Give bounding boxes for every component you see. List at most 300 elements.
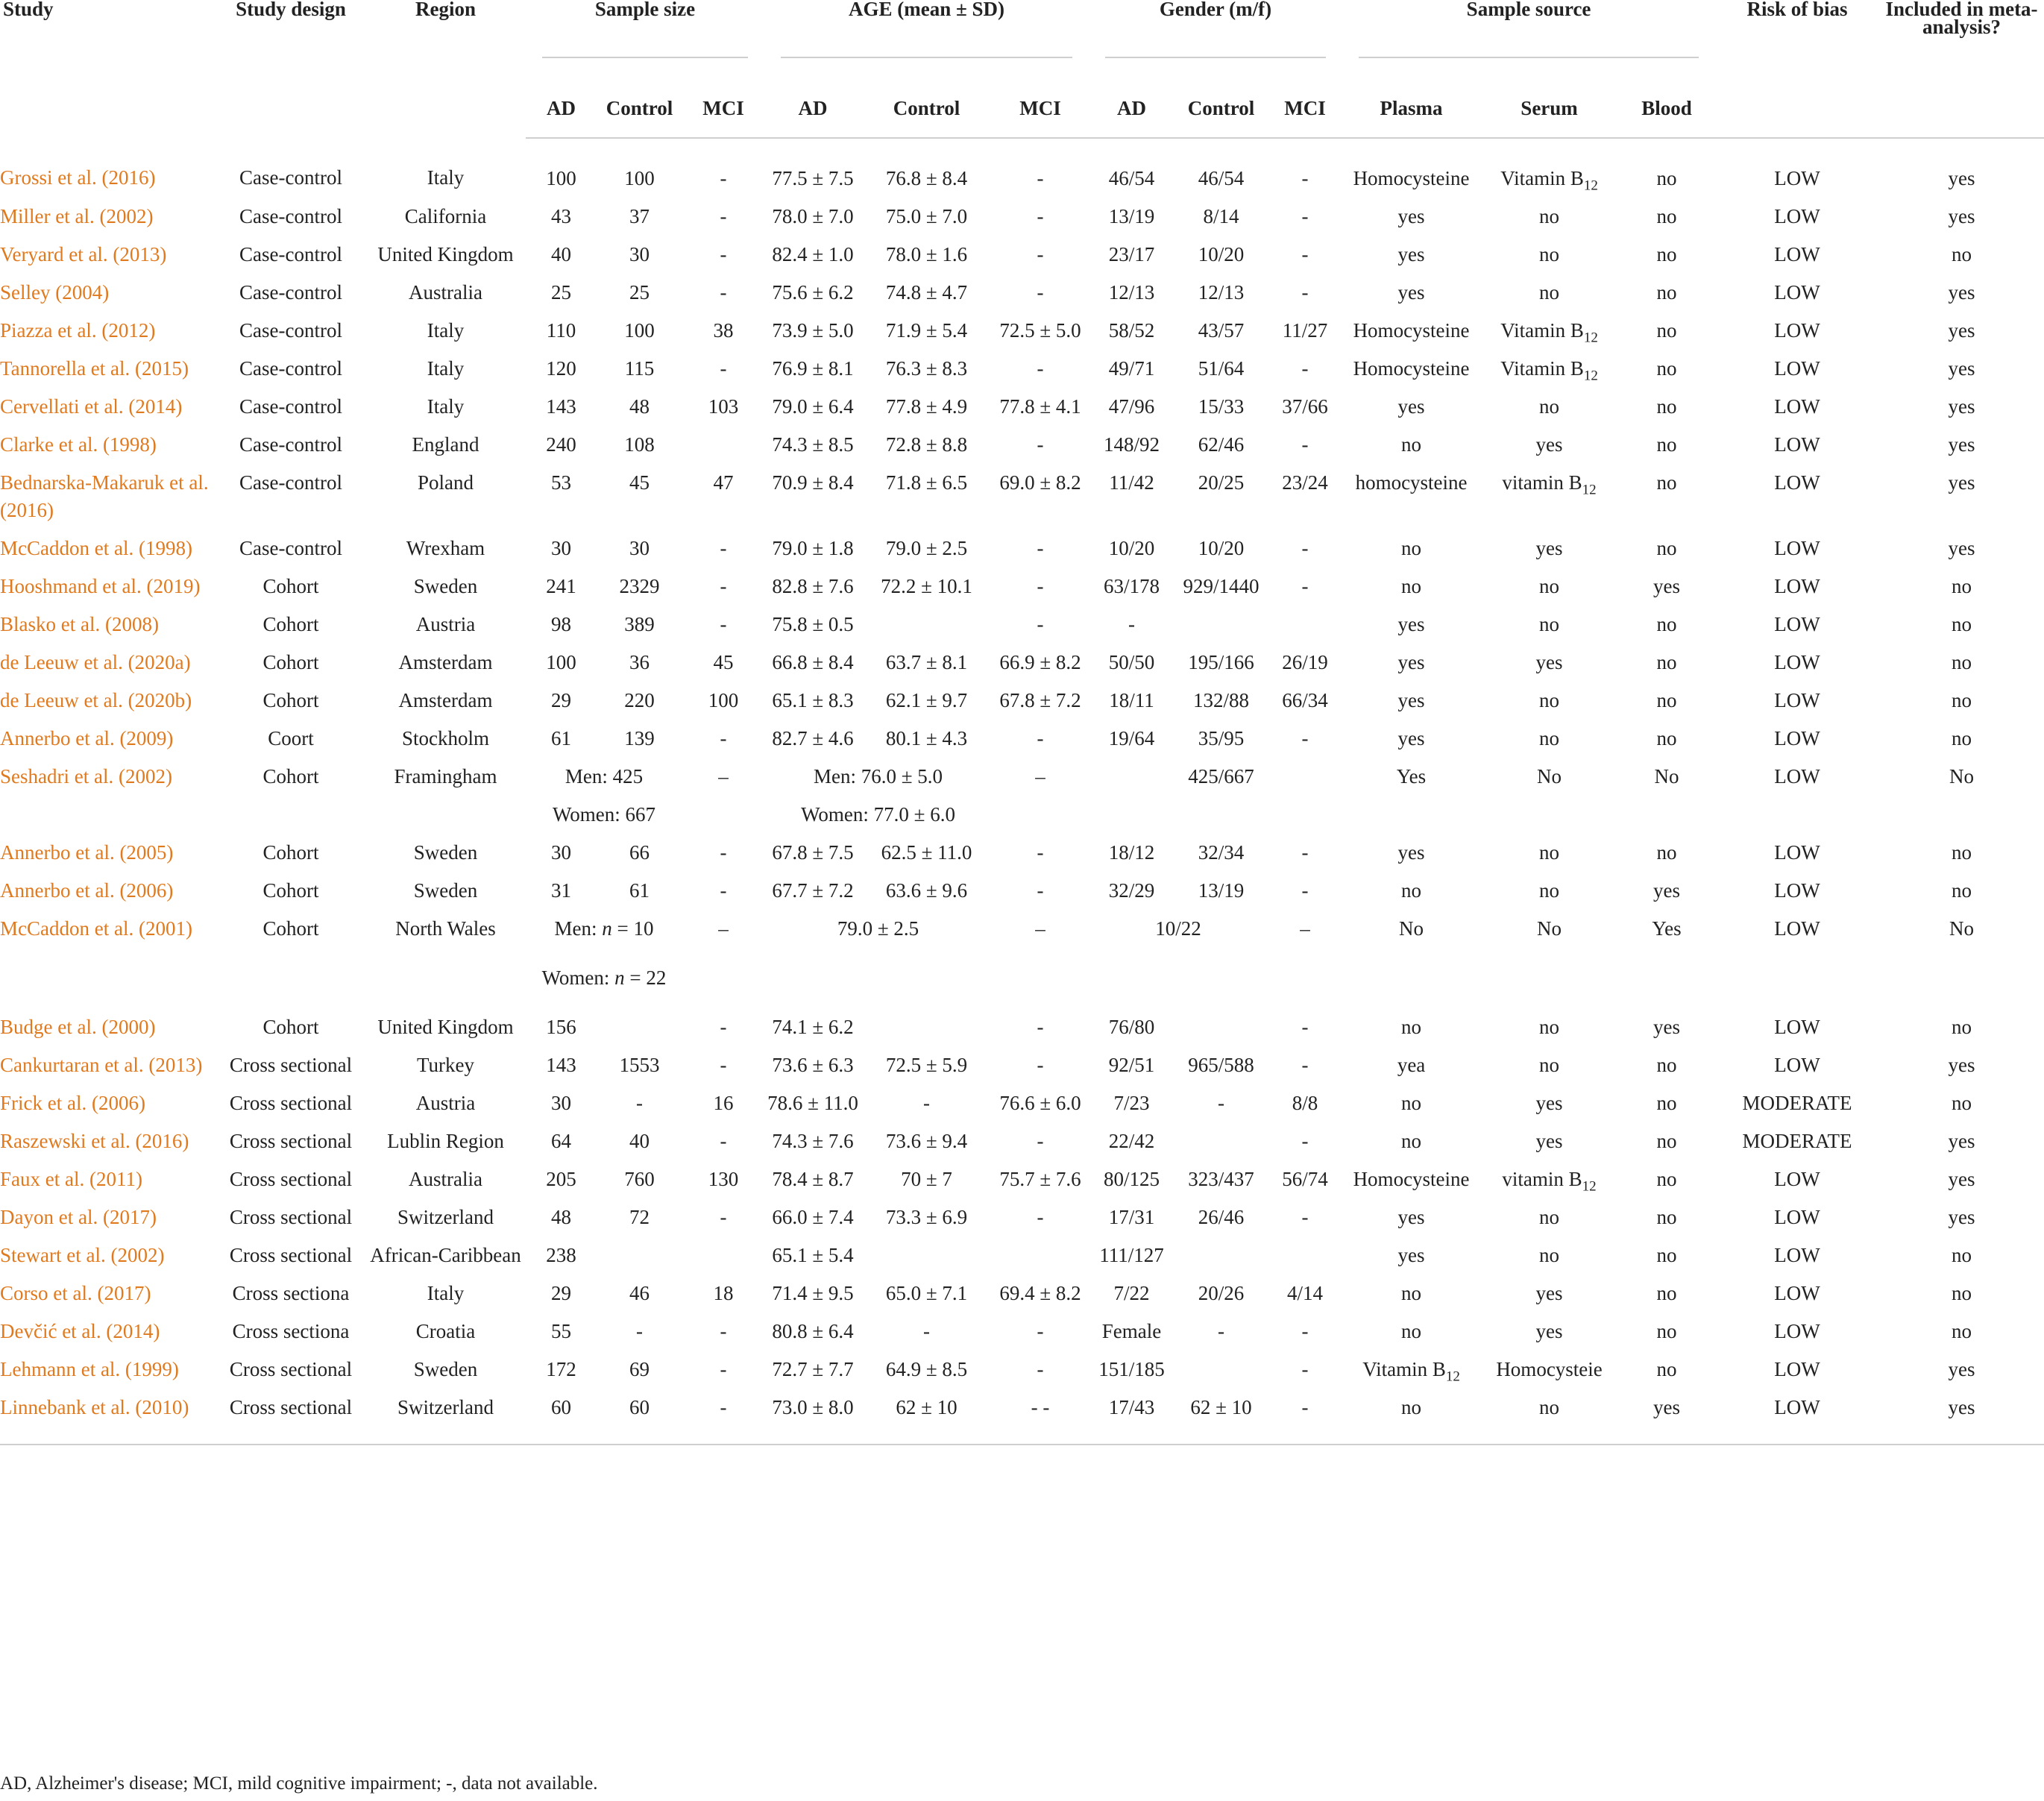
ss-mci-cell: 100 — [708, 689, 739, 711]
ss-women-cell: Women: n = 22 — [541, 966, 667, 989]
gender-mci-cell: – — [1300, 917, 1310, 940]
gender-ad-cell: 50/50 — [1108, 651, 1155, 673]
risk-cell: LOW — [1774, 1016, 1820, 1038]
risk-cell: LOW — [1774, 727, 1820, 749]
age-mci-cell: 77.8 ± 4.1 — [999, 395, 1081, 418]
age-mci-cell: – — [1035, 765, 1045, 788]
age-control-cell: 78.0 ± 1.6 — [885, 243, 968, 265]
ss-ad-cell: 30 — [551, 537, 571, 559]
age-ad-cell: 79.0 ± 6.4 — [772, 395, 854, 418]
plasma-cell: No — [1399, 917, 1424, 940]
ss-control-cell: 100 — [624, 167, 655, 189]
gender-mci-cell: - — [1301, 1130, 1309, 1152]
serum-cell: yes — [1535, 1130, 1563, 1152]
blood-cell: no — [1656, 689, 1677, 711]
table-row — [0, 568, 2044, 606]
age-mci-cell: - — [1037, 879, 1044, 902]
gender-mci-cell: - — [1301, 243, 1309, 265]
table-row — [0, 644, 2044, 682]
risk-cell: LOW — [1774, 1358, 1820, 1380]
age-control-cell: 65.0 ± 7.1 — [885, 1282, 968, 1304]
plasma-cell: no — [1401, 433, 1422, 456]
age-men-cell: Men: 76.0 ± 5.0 — [814, 765, 943, 788]
gender-mci-cell: - — [1301, 1320, 1309, 1342]
ss-ad-cell: 205 — [546, 1168, 576, 1190]
design-cell: Cross sectiona — [232, 1320, 350, 1342]
included-cell: no — [1952, 1282, 1972, 1304]
included-cell: no — [1952, 613, 1972, 635]
ss-ad-cell: 30 — [551, 841, 571, 864]
design-cell: Case-control — [239, 357, 342, 380]
ss-mci-cell — [682, 426, 764, 464]
age-mci-cell: - — [1037, 433, 1044, 456]
subheader-gender-ad: AD — [1089, 71, 1174, 138]
age-control-cell: 79.0 ± 2.5 — [885, 537, 968, 559]
study-cell: Bednarska-Makaruk et al. (2016) — [0, 471, 209, 521]
age-mci-cell: - — [1037, 537, 1044, 559]
region-cell: Australia — [409, 1168, 482, 1190]
blood-cell: no — [1656, 205, 1677, 227]
gender-mci-cell: - — [1301, 167, 1309, 189]
age-control-cell: - — [923, 1320, 931, 1342]
header-age: AGE (mean ± SD) — [764, 0, 1089, 71]
age-control-cell — [861, 606, 992, 644]
blood-cell: No — [1654, 765, 1679, 788]
blood-cell: no — [1656, 537, 1677, 559]
ss-ad-cell: 43 — [551, 205, 571, 227]
plasma-cell: no — [1401, 1016, 1422, 1038]
blood-cell: no — [1656, 167, 1677, 189]
plasma-cell: no — [1401, 575, 1422, 597]
region-cell: Australia — [409, 281, 482, 304]
plasma-cell: no — [1401, 879, 1422, 902]
plasma-cell: no — [1401, 1130, 1422, 1152]
plasma-cell: yes — [1397, 1206, 1425, 1228]
ss-mci-cell: - — [720, 879, 727, 902]
gender-ad-cell: 111/127 — [1099, 1244, 1164, 1266]
included-cell: yes — [1948, 319, 1975, 342]
risk-cell: LOW — [1774, 537, 1820, 559]
ss-ad-cell: 60 — [526, 1389, 597, 1445]
serum-cell: no — [1539, 689, 1560, 711]
included-cell: yes — [1948, 395, 1975, 418]
included-cell: yes — [1948, 1130, 1975, 1152]
gender-control-cell: - — [1218, 1092, 1225, 1114]
gender-mci-cell — [1268, 1236, 1342, 1274]
age-ad-cell: 78.0 ± 7.0 — [772, 205, 854, 227]
ss-ad-cell: 156 — [546, 1016, 576, 1038]
ss-control-cell: - — [636, 1320, 643, 1342]
age-mci-cell: - — [1037, 205, 1044, 227]
included-cell: yes — [1948, 357, 1975, 380]
age-ad-cell: 75.8 ± 0.5 — [772, 613, 854, 635]
plasma-cell: Homocysteine — [1353, 167, 1470, 189]
gender-control-cell: - — [1218, 1320, 1225, 1342]
study-cell: Grossi et al. (2016) — [0, 166, 156, 189]
header-study: Study — [3, 0, 54, 20]
ss-mci-cell: 18 — [713, 1282, 734, 1304]
risk-cell: LOW — [1774, 1244, 1820, 1266]
gender-mci-cell: 37/66 — [1282, 395, 1328, 418]
study-cell: Linnebank et al. (2010) — [0, 1389, 216, 1445]
age-control-cell: 62.5 ± 11.0 — [881, 841, 972, 864]
gender-ad-cell: 32/29 — [1108, 879, 1155, 902]
gender-control-cell — [1174, 1008, 1268, 1046]
age-ad-cell: 72.7 ± 7.7 — [772, 1358, 854, 1380]
ss-ad-cell: 100 — [546, 651, 576, 673]
region-cell: Italy — [427, 395, 465, 418]
plasma-cell: yes — [1397, 395, 1425, 418]
study-cell: Frick et al. (2006) — [0, 1092, 145, 1114]
gender-control-cell: 26/46 — [1198, 1206, 1245, 1228]
table-row — [0, 682, 2044, 720]
subheader-blood: Blood — [1618, 71, 1715, 138]
header-design: Study design — [236, 0, 346, 20]
table-row — [0, 910, 2044, 948]
ss-mci-cell: - — [720, 1320, 727, 1342]
age-mci-cell: - — [1037, 1206, 1044, 1228]
gender-ad-cell: 92/51 — [1108, 1054, 1155, 1076]
age-ad-cell: 77.5 ± 7.5 — [772, 167, 854, 189]
gender-mci-cell: - — [1301, 1358, 1309, 1380]
included-cell: yes — [1948, 1054, 1975, 1076]
included-cell: yes — [1948, 537, 1975, 559]
gender-ad-cell: 76/80 — [1108, 1016, 1155, 1038]
design-cell: Cohort — [262, 575, 319, 597]
gender-control-cell: 15/33 — [1198, 395, 1245, 418]
region-cell: Sweden — [413, 841, 478, 864]
region-cell: United Kingdom — [377, 1016, 514, 1038]
table-row — [0, 1351, 2044, 1389]
study-cell: Seshadri et al. (2002) — [0, 765, 172, 788]
study-cell: Devčić et al. (2014) — [0, 1320, 160, 1342]
gender-mci-cell: 8/8 — [1292, 1092, 1318, 1114]
age-mci-cell — [992, 1236, 1089, 1274]
included-cell: yes — [1948, 281, 1975, 304]
region-cell: Amsterdam — [398, 689, 493, 711]
serum-cell: vitamin $B_{12}$ — [1502, 1168, 1597, 1195]
ss-mci-cell: 45 — [713, 651, 734, 673]
design-cell: Cross sectional — [229, 1168, 353, 1190]
risk-cell: LOW — [1774, 1054, 1820, 1076]
table-row — [0, 1236, 2044, 1274]
ss-mci-cell: 47 — [713, 471, 734, 494]
header-gender: Gender (m/f) — [1089, 0, 1342, 71]
table-row — [0, 758, 2044, 796]
ss-ad-cell: 240 — [546, 433, 576, 456]
gender-mci-cell: 26/19 — [1282, 651, 1328, 673]
included-cell: no — [1952, 841, 1972, 864]
ss-control-cell: 61 — [629, 879, 650, 902]
plasma-cell: Homocysteine — [1353, 1168, 1470, 1190]
blood-cell: no — [1656, 281, 1677, 304]
blood-cell: no — [1656, 319, 1677, 342]
plasma-cell: yes — [1397, 1244, 1425, 1266]
age-mci-cell: - — [1037, 1358, 1044, 1380]
gender-mci-cell: 11/27 — [1282, 319, 1328, 342]
age-control-cell: 76.8 ± 8.4 — [885, 167, 968, 189]
gender-mci-cell: - — [1301, 537, 1309, 559]
age-ad-cell: 79.0 ± 1.8 — [772, 537, 854, 559]
study-cell: Blasko et al. (2008) — [0, 613, 159, 635]
gender-ad-cell: 17/43 — [1089, 1389, 1174, 1445]
blood-cell: no — [1656, 841, 1677, 864]
age-mci-cell: - — [1037, 1320, 1044, 1342]
blood-cell: no — [1656, 1130, 1677, 1152]
age-control-cell: 73.6 ± 9.4 — [885, 1130, 968, 1152]
ss-control-cell — [597, 1236, 682, 1274]
gender-ad-cell: 46/54 — [1108, 167, 1155, 189]
age-control-cell: 62 ± 10 — [861, 1389, 992, 1445]
design-cell: Cross sectional — [229, 1092, 353, 1114]
ss-ad-cell: 64 — [551, 1130, 571, 1152]
ss-mci-cell — [682, 1236, 764, 1274]
age-mci-cell: - — [1037, 727, 1044, 749]
gender-mci-cell: - — [1301, 1206, 1309, 1228]
ss-control-cell: 760 — [624, 1168, 655, 1190]
gender-control-cell: 62 ± 10 — [1174, 1389, 1268, 1445]
gender-ad-cell: 13/19 — [1108, 205, 1155, 227]
age-ad-cell: 65.1 ± 8.3 — [772, 689, 854, 711]
blood-cell: no — [1656, 651, 1677, 673]
age-mci-cell: 69.0 ± 8.2 — [999, 471, 1081, 494]
age-ad-cell: 70.9 ± 8.4 — [772, 471, 854, 494]
gender-control-cell: 13/19 — [1198, 879, 1245, 902]
age-ad-cell: 73.9 ± 5.0 — [772, 319, 854, 342]
serum-cell: no — [1539, 395, 1560, 418]
study-cell: Stewart et al. (2002) — [0, 1244, 165, 1266]
age-ad-cell: 73.6 ± 6.3 — [772, 1054, 854, 1076]
region-cell: Sweden — [413, 575, 478, 597]
region-cell: Wrexham — [406, 537, 485, 559]
region-cell: Switzerland — [365, 1389, 526, 1445]
gender-mci-cell: 23/24 — [1282, 471, 1328, 494]
table-row — [0, 350, 2044, 388]
design-cell: Coort — [268, 727, 314, 749]
included-cell: yes — [1948, 1358, 1975, 1380]
design-cell: Cohort — [262, 879, 319, 902]
age-ad-cell: 65.1 ± 5.4 — [772, 1244, 854, 1266]
gender-mci-cell: - — [1268, 1389, 1342, 1445]
ss-control-cell: 46 — [629, 1282, 650, 1304]
gender-mci-cell: - — [1301, 841, 1309, 864]
serum-cell: no — [1539, 575, 1560, 597]
table-row — [0, 948, 2044, 1008]
ss-ad-cell: 30 — [551, 1092, 571, 1114]
included-cell: no — [1952, 243, 1972, 265]
included-cell: yes — [1948, 167, 1975, 189]
age-ad-cell: 67.8 ± 7.5 — [772, 841, 854, 864]
study-cell: Annerbo et al. (2006) — [0, 879, 174, 902]
serum-cell: Homocysteie — [1496, 1358, 1603, 1380]
ss-control-cell: 389 — [624, 613, 655, 635]
plasma-cell: no — [1401, 1320, 1422, 1342]
blood-cell: no — [1656, 1168, 1677, 1190]
gender-mci-cell: - — [1301, 727, 1309, 749]
region-cell: Switzerland — [397, 1206, 494, 1228]
gender-mci-cell: - — [1301, 575, 1309, 597]
ss-mci-cell: - — [720, 1358, 727, 1380]
serum-cell: yes — [1535, 433, 1563, 456]
age-mci-cell: - — [1037, 167, 1044, 189]
gender-mci-cell: 56/74 — [1282, 1168, 1328, 1190]
included-cell: No — [1949, 765, 1975, 788]
ss-ad-cell: 61 — [551, 727, 571, 749]
study-cell: Raszewski et al. (2016) — [0, 1130, 189, 1152]
ss-mci-cell: - — [720, 1016, 727, 1038]
risk-cell: LOW — [1774, 1282, 1820, 1304]
included-cell: no — [1952, 1092, 1972, 1114]
gender-ad-cell: 12/13 — [1108, 281, 1155, 304]
blood-cell: no — [1656, 1054, 1677, 1076]
blood-cell: yes — [1653, 879, 1681, 902]
table-row — [0, 834, 2044, 872]
serum-cell: Vitamin $B_{12}$ — [1500, 357, 1598, 384]
table-row — [0, 1274, 2044, 1313]
age-mci-cell: - — [1037, 1016, 1044, 1038]
ss-mci-cell: - — [720, 1130, 727, 1152]
ss-control-cell: 36 — [629, 651, 650, 673]
design-cell: Cohort — [262, 613, 319, 635]
gender-mci-cell: - — [1301, 281, 1309, 304]
header-row — [0, 0, 2044, 71]
study-cell: Dayon et al. (2017) — [0, 1206, 157, 1228]
gender-ad-cell: 151/185 — [1098, 1358, 1165, 1380]
age-control-cell: 71.9 ± 5.4 — [885, 319, 968, 342]
gender-control-cell: 10/20 — [1198, 243, 1245, 265]
subheader-ss-control: Control — [597, 71, 682, 138]
subheader-gender-control: Control — [1174, 71, 1268, 138]
age-control-cell: 77.8 ± 4.9 — [885, 395, 968, 418]
blood-cell: Yes — [1652, 917, 1682, 940]
ss-control-cell: 220 — [624, 689, 655, 711]
ss-control-cell: 40 — [629, 1130, 650, 1152]
gender-ad-cell: 49/71 — [1108, 357, 1155, 380]
serum-cell: no — [1539, 205, 1560, 227]
plasma-cell: Homocysteine — [1353, 357, 1470, 380]
age-control-cell — [861, 1008, 992, 1046]
blood-cell: no — [1656, 357, 1677, 380]
study-cell: de Leeuw et al. (2020a) — [0, 651, 191, 673]
ss-mci-cell: - — [720, 243, 727, 265]
plasma-cell: no — [1401, 1282, 1422, 1304]
risk-cell: LOW — [1774, 841, 1820, 864]
region-cell: Poland — [417, 471, 474, 494]
age-mci-cell: - — [1037, 281, 1044, 304]
risk-cell: LOW — [1774, 471, 1820, 494]
included-cell: yes — [1948, 471, 1975, 494]
gender-control-cell — [1174, 1236, 1268, 1274]
region-cell: Italy — [427, 1282, 465, 1304]
ss-mci-cell: - — [720, 537, 727, 559]
design-cell: Cohort — [262, 651, 319, 673]
blood-cell: yes — [1618, 1389, 1715, 1445]
gender-mci-cell: - — [1301, 357, 1309, 380]
blood-cell: no — [1656, 613, 1677, 635]
risk-cell: MODERATE — [1742, 1130, 1852, 1152]
subheader-serum: Serum — [1480, 71, 1618, 138]
gender-control-cell: 46/54 — [1198, 167, 1245, 189]
ss-ad-cell: 238 — [546, 1244, 576, 1266]
included-cell: no — [1952, 1244, 1972, 1266]
age-ad-cell: 67.7 ± 7.2 — [772, 879, 854, 902]
age-women-cell: Women: 77.0 ± 6.0 — [801, 803, 955, 826]
ss-control-cell: 37 — [629, 205, 650, 227]
gender-mci-cell — [1268, 606, 1342, 644]
age-ad-cell: 74.1 ± 6.2 — [772, 1016, 854, 1038]
region-cell: England — [412, 433, 479, 456]
gender-control-cell: 929/1440 — [1183, 575, 1260, 597]
plasma-cell: yes — [1397, 205, 1425, 227]
study-cell: Tannorella et al. (2015) — [0, 357, 189, 380]
risk-cell: LOW — [1774, 917, 1820, 940]
plasma-cell: homocysteine — [1355, 471, 1468, 494]
study-cell: Clarke et al. (1998) — [0, 433, 157, 456]
gender-ad-cell: 80/125 — [1104, 1168, 1160, 1190]
ss-mci-cell: - — [720, 281, 727, 304]
included-cell: no — [1952, 651, 1972, 673]
age-control-cell: 63.7 ± 8.1 — [885, 651, 968, 673]
age-ad-cell: 82.4 ± 1.0 — [772, 243, 854, 265]
subheader-gender-mci: MCI — [1268, 71, 1342, 138]
serum-cell: vitamin $B_{12}$ — [1502, 471, 1597, 498]
gender-ad-cell: Female — [1101, 1320, 1162, 1342]
serum-cell: no — [1480, 1389, 1618, 1445]
gender-ad-cell — [1089, 758, 1174, 796]
blood-cell: no — [1656, 1244, 1677, 1266]
region-cell: Amsterdam — [398, 651, 493, 673]
gender-ad-cell: 19/64 — [1108, 727, 1155, 749]
age-control-cell: 72.2 ± 10.1 — [881, 575, 972, 597]
ss-mci-cell: 103 — [708, 395, 739, 418]
design-cell: Case-control — [239, 281, 342, 304]
age-control-cell: - — [923, 1092, 931, 1114]
age-cell: 79.0 ± 2.5 — [837, 917, 919, 940]
serum-cell: no — [1539, 1206, 1560, 1228]
region-cell: California — [404, 205, 487, 227]
design-cell: Cohort — [262, 917, 319, 940]
table-row — [0, 529, 2044, 568]
gender-control-cell: 12/13 — [1198, 281, 1245, 304]
table-row — [0, 1122, 2044, 1160]
gender-control-cell: 51/64 — [1198, 357, 1245, 380]
region-cell: Turkey — [416, 1054, 475, 1076]
study-cell: Piazza et al. (2012) — [0, 319, 156, 342]
study-cell: Corso et al. (2017) — [0, 1282, 151, 1304]
age-mci-cell: - — [1037, 575, 1044, 597]
blood-cell: yes — [1653, 1016, 1681, 1038]
plasma-cell: yes — [1397, 689, 1425, 711]
age-control-cell: 71.8 ± 6.5 — [885, 471, 968, 494]
subheader-age-ad: AD — [764, 71, 861, 138]
gender-control-cell: 35/95 — [1198, 727, 1245, 749]
included-cell: no — [1952, 1320, 1972, 1342]
design-cell: Cross sectional — [229, 1054, 353, 1076]
serum-cell: no — [1539, 1054, 1560, 1076]
header-region: Region — [415, 0, 476, 20]
gender-ad-cell: 10/20 — [1108, 537, 1155, 559]
ss-mci-cell: 38 — [713, 319, 734, 342]
gender-control-cell: 10/20 — [1198, 537, 1245, 559]
study-cell: Miller et al. (2002) — [0, 205, 154, 227]
gender-control-cell: 62/46 — [1198, 433, 1245, 456]
design-cell: Case-control — [239, 471, 342, 494]
ss-mci-cell: - — [720, 1054, 727, 1076]
design-cell: Cohort — [262, 1016, 319, 1038]
ss-control-cell: 30 — [629, 537, 650, 559]
risk-cell: LOW — [1774, 433, 1820, 456]
age-ad-cell: 75.6 ± 6.2 — [772, 281, 854, 304]
